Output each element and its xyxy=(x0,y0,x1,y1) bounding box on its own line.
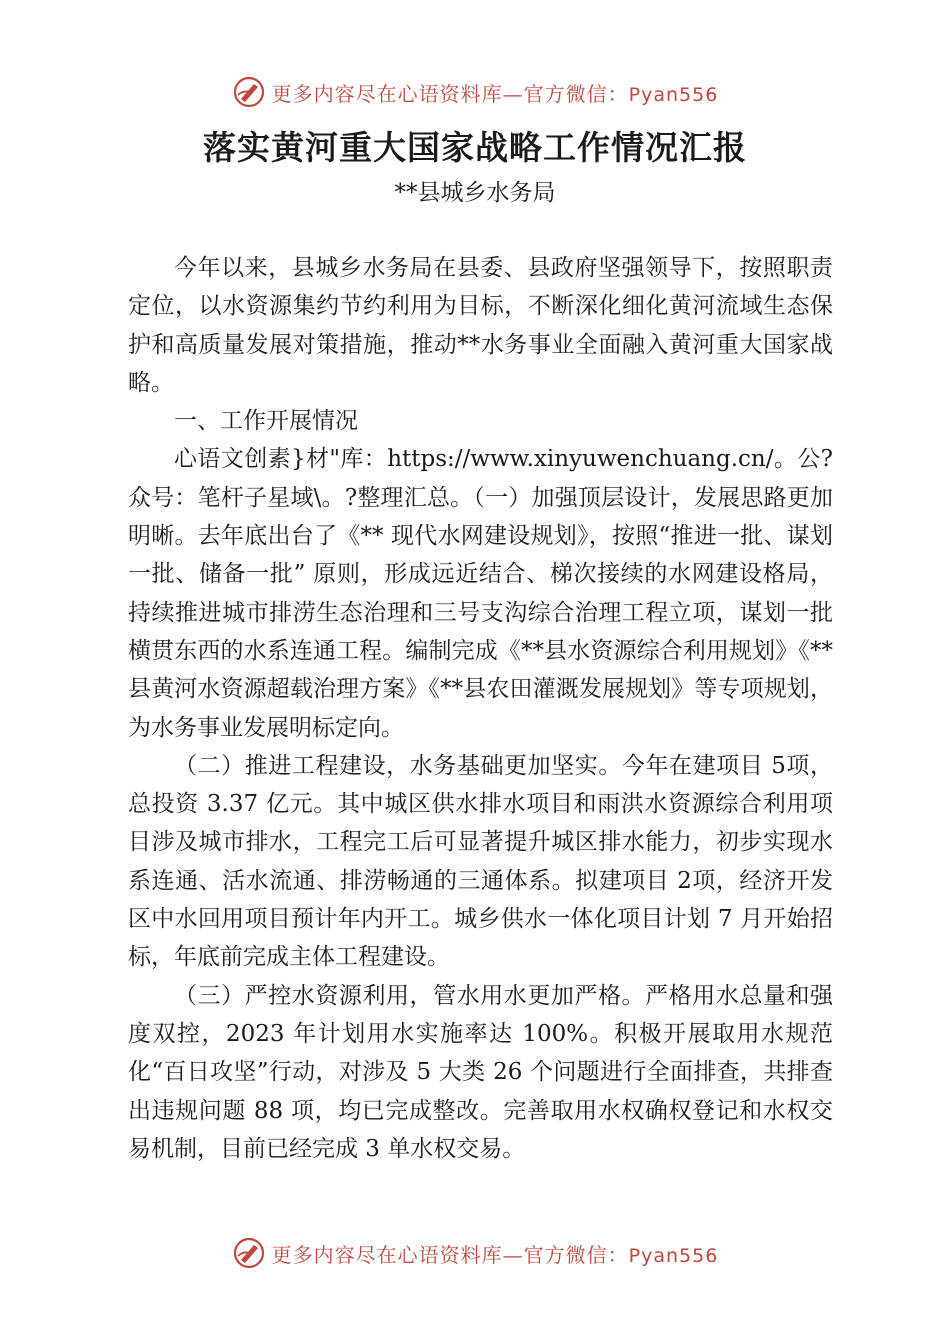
brush-logo-icon xyxy=(232,1236,266,1270)
watermark-footer xyxy=(0,1233,950,1273)
document-title: 落实黄河重大国家战略工作情况汇报 xyxy=(203,128,747,167)
document-subtitle: **县城乡水务局 xyxy=(394,180,556,206)
watermark-text: 更多内容尽在心语资料库—官方微信：Pyan556 xyxy=(271,81,719,106)
brush-logo-icon xyxy=(232,75,266,109)
paragraph-section-3: （三）严控水资源利用，管水用水更加严格。严格用水总量和强度双控，2023 年计划用水实施率达 100%。积极开展取用水规范化“百日攻坚”行动，对涉及 5 大类 26 个问题进行全面排查，共排查出违规问题 88 项，均已完成整改。完善取用水权确权登记和水权交易机制，目前已经完成 3 单水权交易。 xyxy=(128,982,833,1162)
watermark-id: Pyan556 xyxy=(628,1244,719,1267)
document-body xyxy=(128,249,833,1168)
section-heading: 一、工作开展情况 xyxy=(174,408,358,435)
paragraph-section-2: （二）推进工程建设，水务基础更加坚实。今年在建项目 5项，总投资 3.37 亿元。其中城区供水排水项目和雨洪水资源综合利用项目涉及城市排水，工程完工后可显著提升城区排水能力，初步实现水系连通、活水流通、排涝畅通的三通体系。拟建项目 2项，经济开发区中水回用项目预计年内开工。城乡供水一体化项目计划 7 月开始招标，年底前完成主体工程建设。 xyxy=(128,752,833,971)
watermark-header xyxy=(0,72,950,112)
watermark-id: Pyan556 xyxy=(628,83,719,106)
watermark-text: 更多内容尽在心语资料库—官方微信：Pyan556 xyxy=(271,1242,719,1267)
paragraph-section-1: 心语文创素}材"库：https://www.xinyuwenchuang.cn/。公?众号：笔杆子星域\。?整理汇总。（一）加强顶层设计，发展思路更加明晰。去年底出台了《** 现代水网建设规划》，按照“推进一批、谋划一批、储备一批” 原则，形成远近结合、梯次接续的水网建设格局，持续推进城市排涝生态治理和三号支沟综合治理工程立项，谋划一批横贯东西的水系连通工程。编制完成《**县水资源综合利用规划》《**县黄河水资源超载治理方案》《**县农田灌溉发展规划》等专项规划，为水务事业发展明标定向。 xyxy=(128,446,833,741)
paragraph-intro: 今年以来，县城乡水务局在县委、县政府坚强领导下，按照职责定位，以水资源集约节约利用为目标，不断深化细化黄河流域生态保护和高质量发展对策措施，推动**水务事业全面融入黄河重大国家战略。 xyxy=(128,255,833,396)
